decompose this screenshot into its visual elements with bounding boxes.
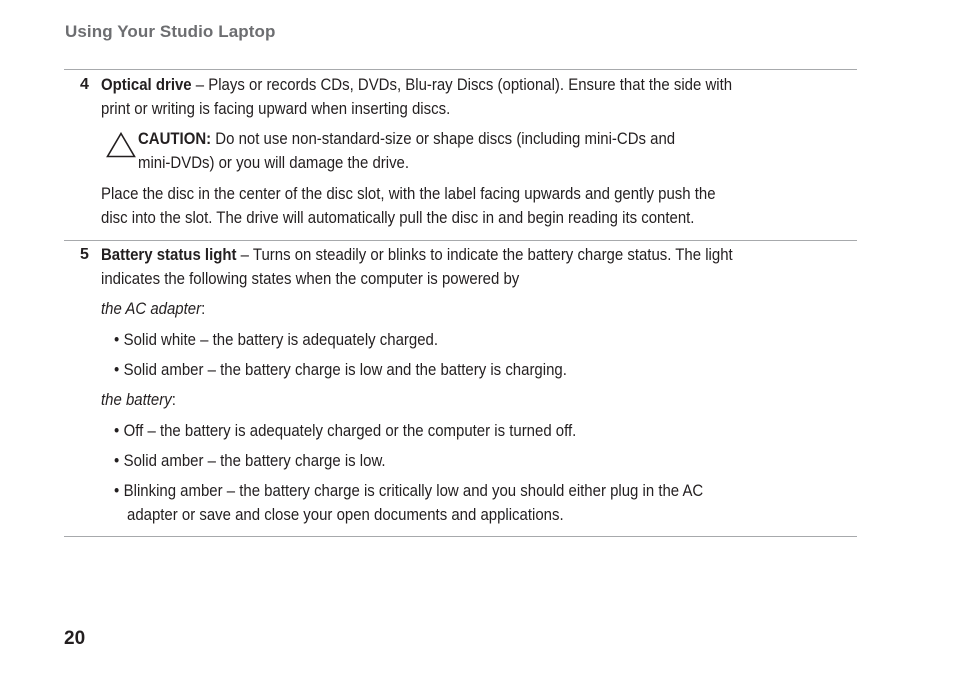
item-5-number: 5 xyxy=(80,246,89,263)
bottom-rule xyxy=(64,536,857,537)
bullet-text: Solid white – the battery is adequately charged. xyxy=(123,330,439,349)
item-4-description xyxy=(101,73,732,97)
battery-label: the battery: xyxy=(101,390,176,409)
caution-text-line2: mini-DVDs) or you will damage the drive. xyxy=(138,153,410,172)
item-4-term: Optical drive xyxy=(101,75,192,94)
disc-note-line2: disc into the slot. The drive will automatically pull the disc in and begin reading its content. xyxy=(101,208,695,227)
item-5-description xyxy=(101,243,733,267)
list-item xyxy=(114,419,576,443)
list-item xyxy=(114,328,438,352)
caution-label: CAUTION: xyxy=(138,129,212,148)
caution-triangle-icon xyxy=(106,132,136,158)
item-4-desc-text: – Plays or records CDs, DVDs, Blu-ray Discs (optional). Ensure that the side with xyxy=(191,75,733,94)
bullet-text: Solid amber – the battery charge is low and the battery is charging. xyxy=(123,360,567,379)
caution-note xyxy=(138,127,675,151)
caution-text: Do not use non-standard-size or shape discs (including mini-CDs and xyxy=(211,129,676,148)
item-4-description-line2: print or writing is facing upward when inserting discs. xyxy=(101,99,451,118)
item-4-number: 4 xyxy=(80,76,89,93)
item-5-desc-text: – Turns on steadily or blinks to indicate the battery charge status. The light xyxy=(236,245,733,264)
bullet-text: Off – the battery is adequately charged or the computer is turned off. xyxy=(123,421,577,440)
battery-label-text: the battery xyxy=(101,390,172,409)
list-item xyxy=(114,449,386,473)
ac-adapter-label-text: the AC adapter xyxy=(101,299,202,318)
ac-adapter-label: the AC adapter: xyxy=(101,299,206,318)
bullet-text: Blinking amber – the battery charge is critically low and you should either plug in the AC xyxy=(123,481,704,500)
page-number: 20 xyxy=(64,628,86,649)
list-item xyxy=(114,479,703,503)
bullet-text: Solid amber – the battery charge is low. xyxy=(123,451,386,470)
running-header: Using Your Studio Laptop xyxy=(65,22,276,41)
middle-rule xyxy=(64,240,857,241)
item-5-term: Battery status light xyxy=(101,245,237,264)
bullet-continuation: adapter or save and close your open documents and applications. xyxy=(127,505,564,524)
list-item xyxy=(114,358,567,382)
item-5-description-line2: indicates the following states when the computer is powered by xyxy=(101,269,520,288)
top-rule xyxy=(64,69,857,70)
disc-note-line1: Place the disc in the center of the disc slot, with the label facing upwards and gently push the xyxy=(101,184,716,203)
